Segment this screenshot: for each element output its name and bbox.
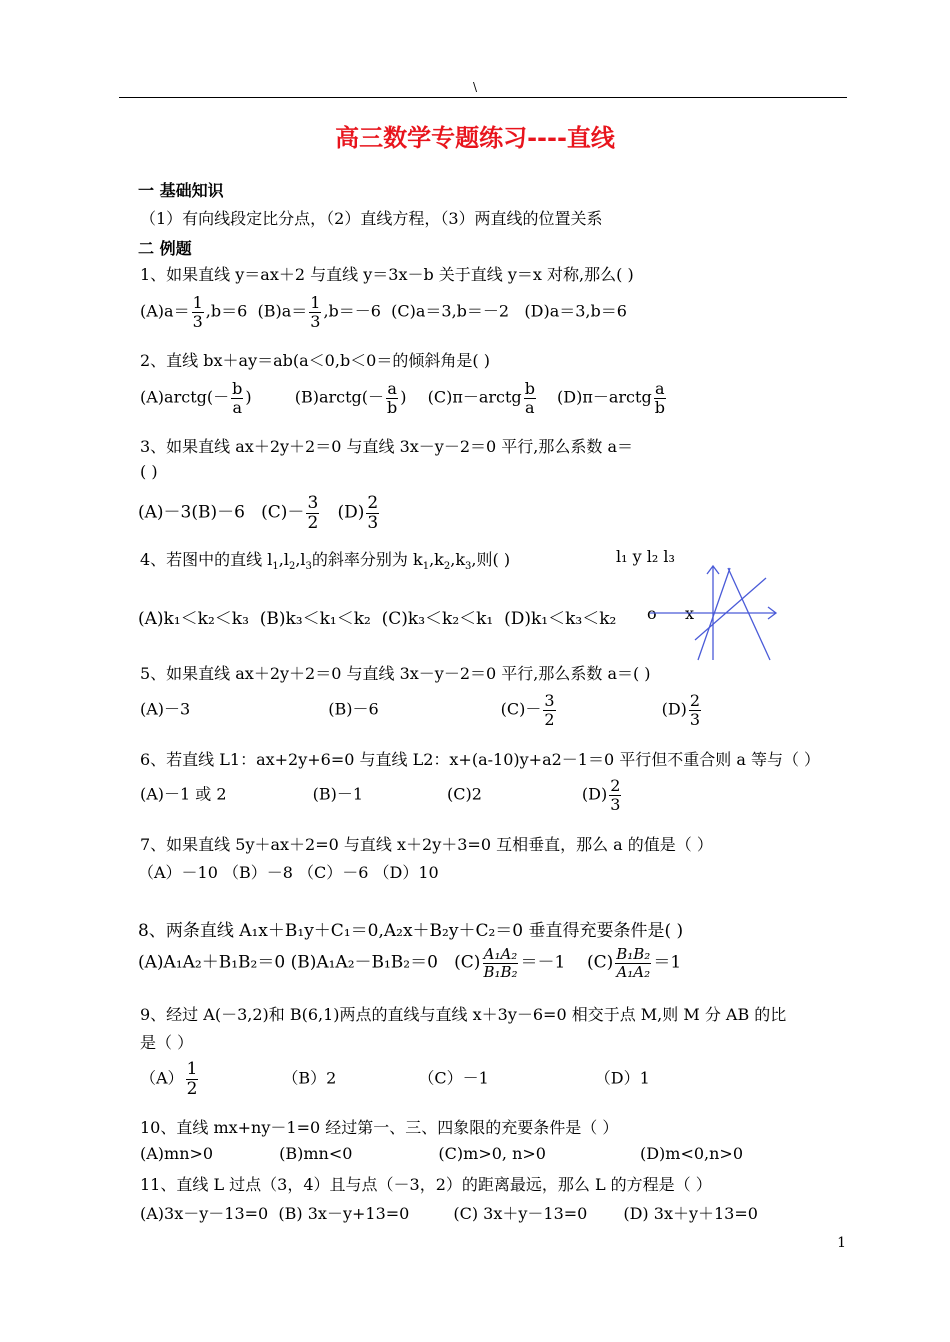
q10-options: (A)mn>0 (B)mn<0 (C)m>0, n>0 (D)m<0,n>0 xyxy=(140,1144,744,1163)
q2-stem: 2、直线 bx＋ay＝ab(a＜0,b＜0＝的倾斜角是( ) xyxy=(140,351,490,370)
q5-stem: 5、如果直线 ax＋2y＋2＝0 与直线 3x－y－2＝0 平行,那么系数 a＝( ) xyxy=(140,664,651,683)
q6-options: (A)－1 或 2 (B)－1 (C)2 (D) $\frac{2}{3}$ xyxy=(140,776,621,814)
q6-stem: 6、若直线 L1：ax+2y+6=0 与直线 L2：x+(a-10)y+a2－1＝0 平行但不重合则 a 等与（ ） xyxy=(140,750,821,769)
basics-heading: 一 基础知识 xyxy=(138,181,224,200)
q4-figure-lines xyxy=(640,560,790,670)
q4-figure-x: x xyxy=(685,604,695,623)
header-mark: \ xyxy=(472,80,478,94)
q4-figure-labels: l₁ y l₂ l₃ xyxy=(616,547,675,566)
basics-text: （1）有向线段定比分点，（2）直线方程，（3）两直线的位置关系 xyxy=(140,209,603,228)
q2-options: (A)arctg(－ $\frac{b}{a}$ ) (B)arctg(－ $\frac{a}{b}$ ) (C)π－arctg $\frac{b}{a}$ (D)π－arctg $\frac{a}{b}$ xyxy=(140,379,665,417)
page-number: 1 xyxy=(837,1235,846,1251)
q7-options: （A）－10 （B）－8 （C）－6 （D）10 xyxy=(138,863,439,882)
q11-options: (A)3x－y－13=0 (B) 3x－y+13=0 (C) 3x＋y－13=0 (D) 3x＋y＋13=0 xyxy=(140,1204,758,1223)
line-l2 xyxy=(728,568,770,660)
q10-stem: 10、直线 mx+ny－1=0 经过第一、三、四象限的充要条件是（ ） xyxy=(140,1118,619,1137)
header-rule xyxy=(119,97,847,98)
q3-options: (A)－3(B)－6 (C)－ $\frac{3}{2}$ (D) $\frac{2}{3}$ xyxy=(138,493,379,533)
q8-options: (A)A₁A₂＋B₁B₂＝0 (B)A₁A₂－B₁B₂＝0 (C) $\frac{\text{A₁A₂}}{\text{B₁B₂}}$ ＝－1 (C) $\frac{\text{B₁B₂}}{\text{A₁A₂}}$ ＝1 xyxy=(138,945,682,981)
line-l3 xyxy=(695,578,766,640)
q8-stem: 8、两条直线 A₁x＋B₁y＋C₁＝0,A₂x＋B₂y＋C₂＝0 垂直得充要条件是( ) xyxy=(138,921,684,941)
q9-stem-2: 是（ ） xyxy=(140,1033,194,1052)
q9-options: （A） $\frac{1}{2}$ （B）2 （C）－1 （D）1 xyxy=(140,1059,650,1099)
q7-stem: 7、如果直线 5y＋ax＋2=0 与直线 x＋2y＋3=0 互相垂直，那么 a 的值是（ ） xyxy=(140,835,713,854)
q1-b-fraction: $\frac{1}{3}$ xyxy=(310,293,321,331)
q1-stem: 1、如果直线 y＝ax＋2 与直线 y＝3x－b 关于直线 y＝x 对称,那么( ) xyxy=(140,265,634,284)
q4-stem: 4、若图中的直线 $l_1,l_2,l_3$的斜率分别为 $k_1,k_2,k_3$,则( ) xyxy=(140,550,511,573)
q4-figure-origin: o xyxy=(647,604,657,623)
q3-stem: 3、如果直线 ax＋2y＋2＝0 与直线 3x－y－2＝0 平行,那么系数 a＝ xyxy=(140,437,633,456)
q5-options: (A)－3 (B)－6 (C)－ $\frac{3}{2}$ (D) $\frac{2}{3}$ xyxy=(140,691,701,729)
q11-stem: 11、直线 L 过点（3，4）且与点（－3，2）的距离最远，那么 L 的方程是（ ） xyxy=(140,1175,712,1194)
q1-options: (A)a＝ $\frac{1}{3}$ ,b＝6 (B)a＝ $\frac{1}{3}$ ,b＝－6 (C)a＝3,b＝－2 (D)a＝3,b＝6 xyxy=(140,293,627,331)
q1-a-fraction: $\frac{1}{3}$ xyxy=(192,293,203,331)
q9-stem: 9、经过 A(－3,2)和 B(6,1)两点的直线与直线 x＋3y－6=0 相交于点 M,则 M 分 AB 的比 xyxy=(140,1005,787,1024)
q4-options: (A)k₁＜k₂＜k₃ (B)k₃＜k₁＜k₂ (C)k₃＜k₂＜k₁ (D)k₁＜k₃＜k₂ xyxy=(138,609,617,629)
page-title: 高三数学专题练习----直线 xyxy=(335,124,615,152)
q3-stem-2: ( ) xyxy=(140,462,158,481)
examples-heading: 二 例题 xyxy=(138,239,192,258)
